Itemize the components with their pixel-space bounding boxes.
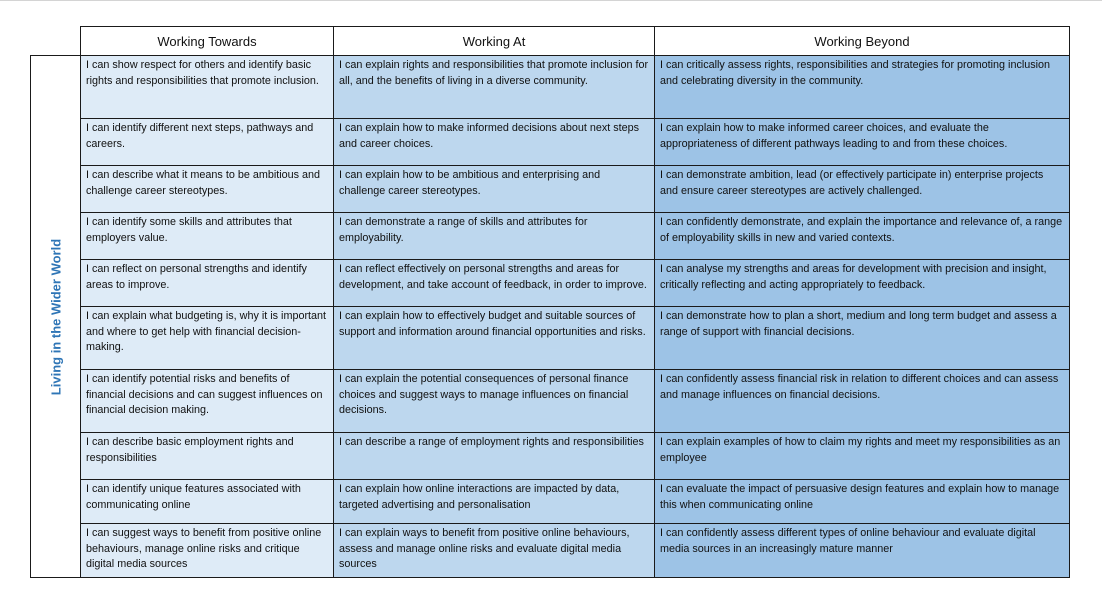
working-at-cell: I can explain ways to benefit from positive online behaviours, assess and manage online risks and evaluate digital media sources [334,524,655,578]
working-towards-cell: I can explain what budgeting is, why it is important and where to get help with financial decision-making. [81,307,334,370]
working-towards-cell: I can show respect for others and identify basic rights and responsibilities that promote inclusion. [81,56,334,119]
table-row [31,307,1070,370]
working-towards-cell: I can describe basic employment rights and responsibilities [81,433,334,480]
header-row [31,27,1070,56]
working-beyond-cell: I can explain how to make informed career choices, and evaluate the appropriateness of different pathways leading to and from these choices. [655,119,1070,166]
working-towards-cell: I can describe what it means to be ambitious and challenge career stereotypes. [81,166,334,213]
working-at-cell: I can reflect effectively on personal strengths and areas for development, and take account of feedback, in order to improve. [334,260,655,307]
table-row [31,213,1070,260]
working-beyond-cell: I can analyse my strengths and areas for development with precision and insight, critically reflecting and acting appropriately to feedback. [655,260,1070,307]
working-towards-cell: I can identify potential risks and benefits of financial decisions and can suggest influences on financial decision making. [81,370,334,433]
working-at-cell: I can explain how to effectively budget and suitable sources of support and information around financial opportunities and risks. [334,307,655,370]
table-row [31,166,1070,213]
table-row [31,370,1070,433]
corner-cell [31,27,81,56]
table-row [31,480,1070,524]
working-beyond-cell: I can demonstrate how to plan a short, medium and long term budget and assess a range of support with financial decisions. [655,307,1070,370]
working-towards-cell: I can identify unique features associated with communicating online [81,480,334,524]
working-beyond-cell: I can confidently assess different types of online behaviour and evaluate digital media sources in an increasingly mature manner [655,524,1070,578]
working-at-cell: I can explain rights and responsibilities that promote inclusion for all, and the benefits of living in a diverse community. [334,56,655,119]
table-row [31,119,1070,166]
header-working-at: Working At [334,27,655,56]
working-beyond-cell: I can evaluate the impact of persuasive design features and explain how to manage this when communicating online [655,480,1070,524]
table-row [31,56,1070,119]
working-at-cell: I can explain how to make informed decisions about next steps and career choices. [334,119,655,166]
working-towards-cell: I can reflect on personal strengths and identify areas to improve. [81,260,334,307]
table-row [31,433,1070,480]
working-beyond-cell: I can confidently demonstrate, and explain the importance and relevance of, a range of employability skills in new and varied contexts. [655,213,1070,260]
working-at-cell: I can demonstrate a range of skills and attributes for employability. [334,213,655,260]
working-beyond-cell: I can critically assess rights, responsibilities and strategies for promoting inclusion and celebrating diversity in the community. [655,56,1070,119]
working-towards-cell: I can suggest ways to benefit from positive online behaviours, manage online risks and critique digital media sources [81,524,334,578]
working-at-cell: I can explain how to be ambitious and enterprising and challenge career stereotypes. [334,166,655,213]
table-row [31,260,1070,307]
row-group-cell [31,56,81,578]
working-towards-cell: I can identify some skills and attributes that employers value. [81,213,334,260]
working-towards-cell: I can identify different next steps, pathways and careers. [81,119,334,166]
header-working-towards: Working Towards [81,27,334,56]
working-beyond-cell: I can confidently assess financial risk in relation to different choices and can assess and manage influences on financial decisions. [655,370,1070,433]
header-working-beyond: Working Beyond [655,27,1070,56]
working-at-cell: I can explain the potential consequences of personal finance choices and suggest ways to manage influences on financial decisions. [334,370,655,433]
working-at-cell: I can describe a range of employment rights and responsibilities [334,433,655,480]
top-divider [0,0,1102,1]
working-beyond-cell: I can demonstrate ambition, lead (or effectively participate in) enterprise projects and ensure career stereotypes are actively challenged. [655,166,1070,213]
table-row [31,524,1070,578]
working-beyond-cell: I can explain examples of how to claim my rights and meet my responsibilities as an employee [655,433,1070,480]
assessment-grid [30,26,1070,578]
working-at-cell: I can explain how online interactions are impacted by data, targeted advertising and personalisation [334,480,655,524]
row-group-label: Living in the Wider World [48,238,63,395]
